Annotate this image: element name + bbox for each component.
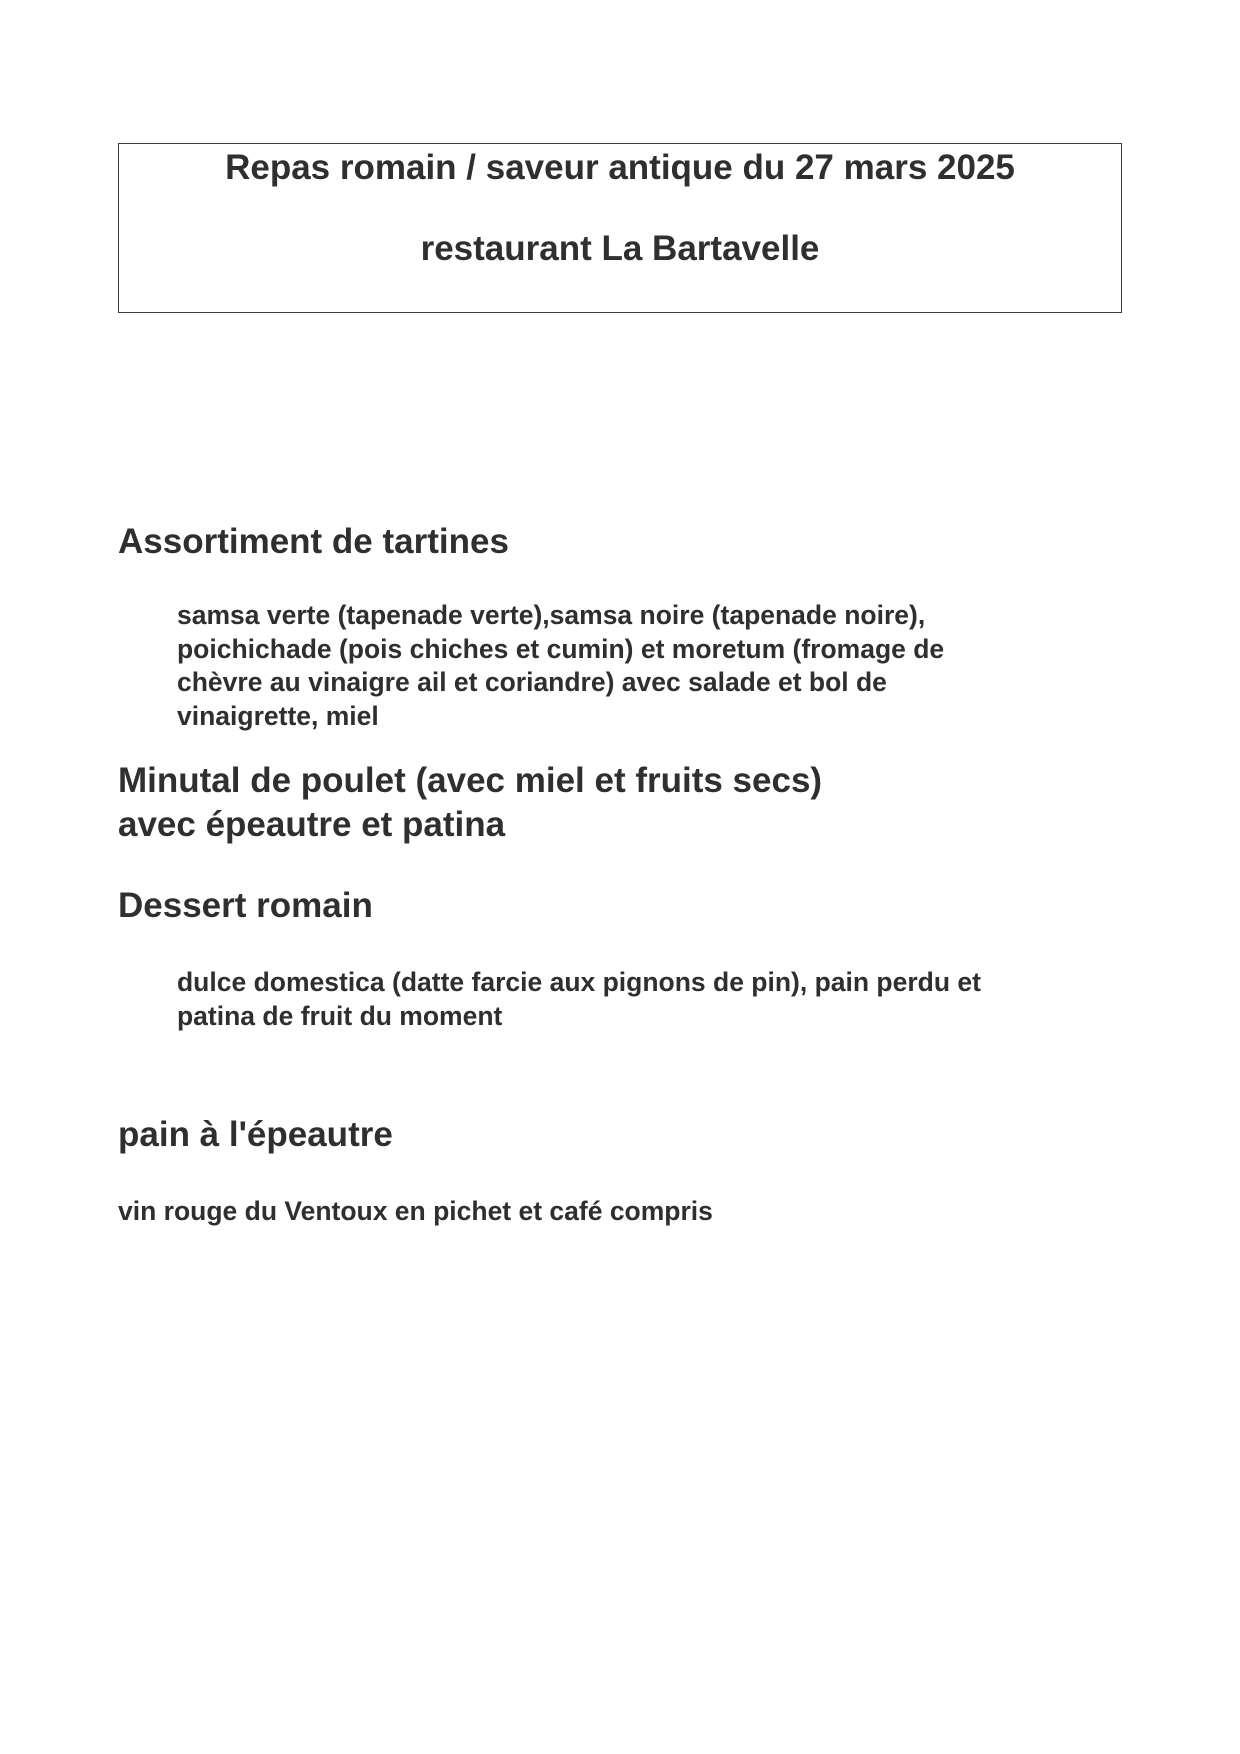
dessert-title: Dessert romain — [118, 886, 373, 925]
dessert-description-line: patina de fruit du moment — [177, 1000, 503, 1031]
drinks-note: vin rouge du Ventoux en pichet et café compris — [118, 1196, 713, 1226]
main-course-title — [118, 759, 822, 847]
dessert-description — [177, 966, 981, 1033]
starter-title: Assortiment de tartines — [118, 522, 509, 561]
bread-title: pain à l'épeautre — [118, 1115, 393, 1154]
starter-description-line: samsa verte (tapenade verte),samsa noire (tapenade noire), — [177, 600, 926, 630]
starter-description — [177, 599, 944, 733]
event-title: Repas romain / saveur antique du 27 mars 2025 — [225, 148, 1015, 187]
main-course-title-line: Minutal de poulet (avec miel et fruits secs) — [118, 761, 823, 800]
dessert-description-line: dulce domestica (datte farcie aux pignons de pin), pain perdu et — [177, 967, 981, 997]
starter-description-line: poichichade (pois chiches et cumin) et moretum (fromage de — [177, 633, 945, 664]
starter-description-line: chèvre au vinaigre ail et coriandre) avec salade et bol de — [177, 667, 887, 697]
starter-description-line: vinaigrette, miel — [177, 700, 379, 731]
restaurant-name: restaurant La Bartavelle — [420, 229, 820, 268]
main-course-title-line: avec épeautre et patina — [118, 805, 506, 844]
header-box — [118, 143, 1122, 313]
